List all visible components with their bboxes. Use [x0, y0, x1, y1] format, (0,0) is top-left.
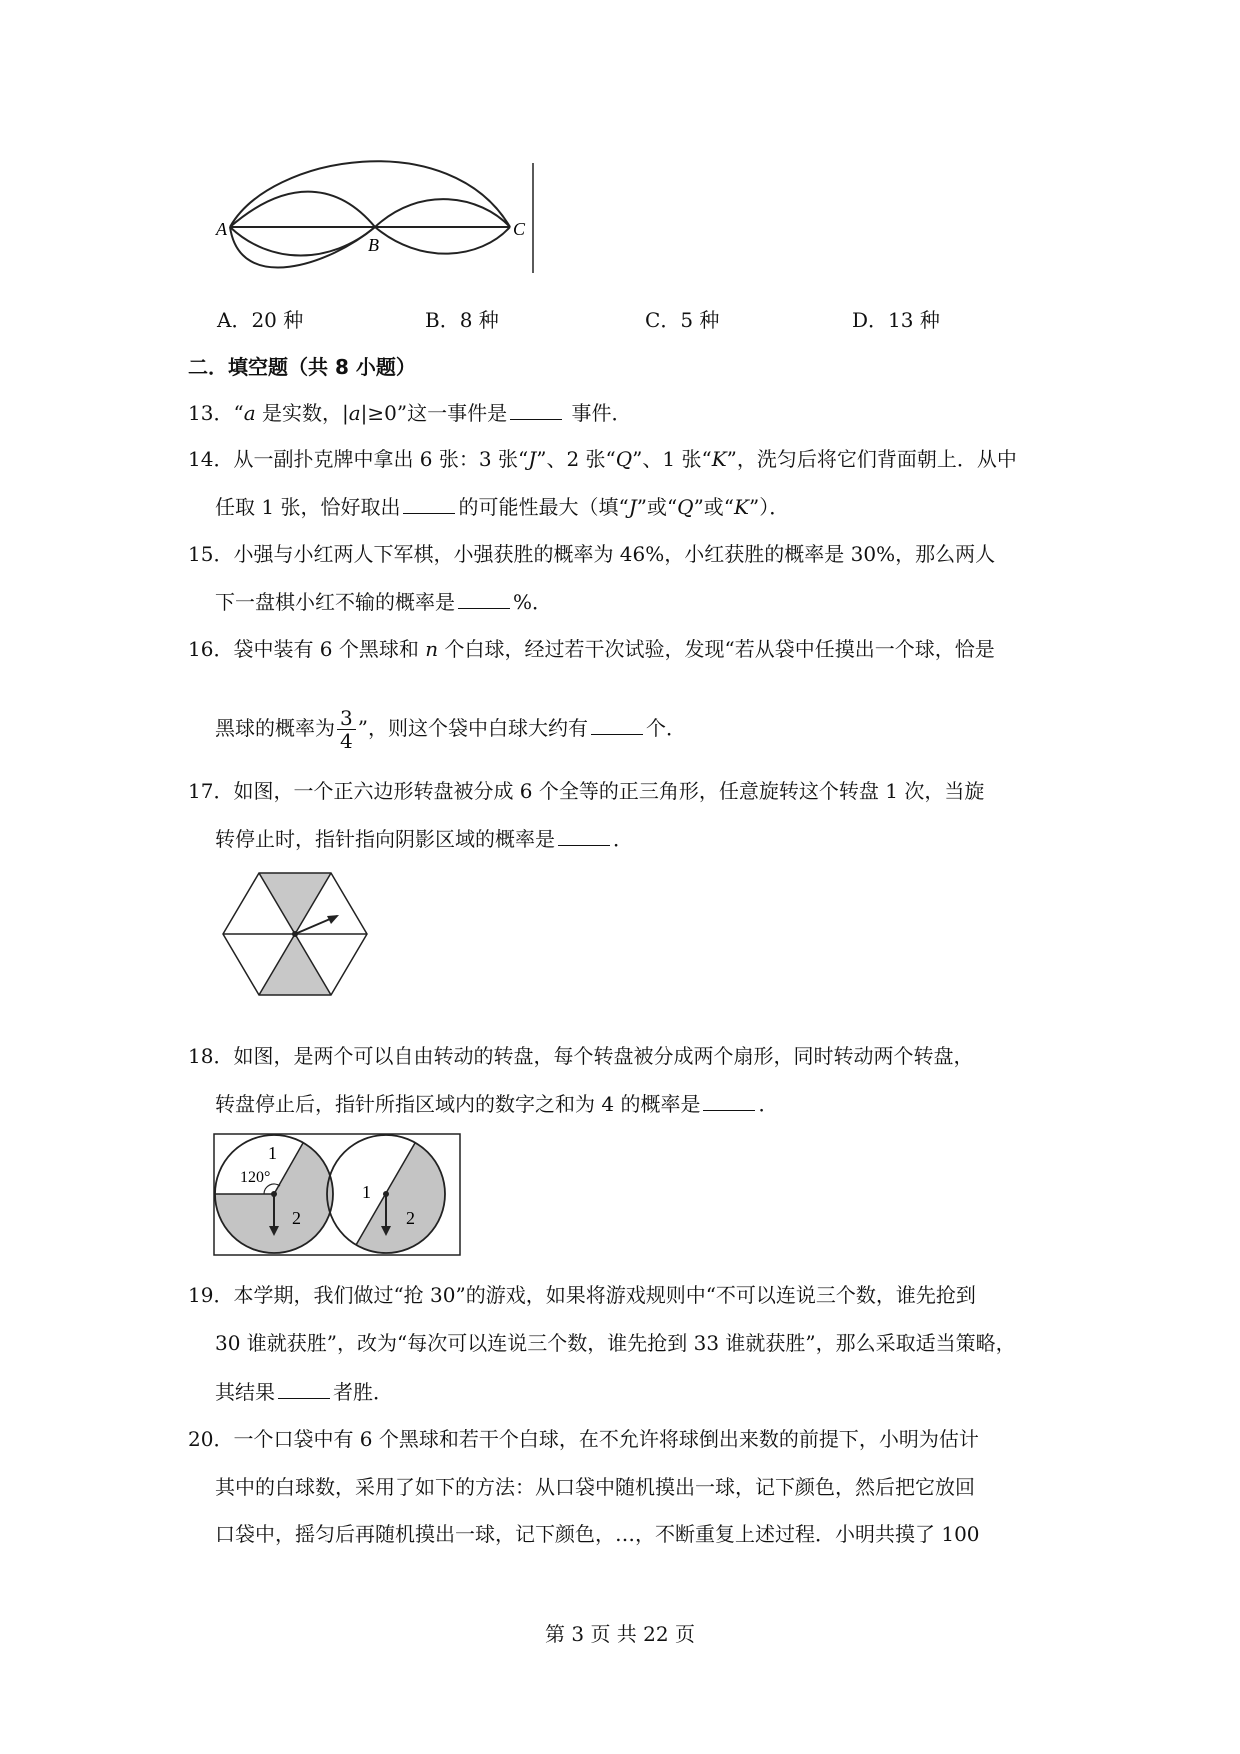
route-arc-ab-outer [230, 227, 375, 268]
svg-text:120°: 120° [240, 1169, 271, 1186]
label-a: A [216, 219, 227, 239]
svg-text:1: 1 [362, 1182, 371, 1202]
answer-blank[interactable] [703, 1092, 755, 1111]
route-arc-ac-top [230, 161, 510, 227]
left-spinner [215, 1135, 333, 1253]
shaded-triangle-top [259, 873, 331, 934]
label-c: C [513, 219, 526, 239]
label-b: B [368, 235, 379, 255]
route-arc-ab-upper [230, 192, 375, 227]
question-14-line2: 任取 1 张，恰好取出 的可能性最大（填“J”或“Q”或“K”）． [215, 495, 790, 519]
question-19-line3: 其结果 者胜． [215, 1380, 393, 1404]
option-b[interactable]: B．8 种 [425, 308, 499, 332]
question-14: 14．从一副扑克牌中拿出 6 张：3 张“J”、2 张“Q”、1 张“K”，洗匀后将它们背面朝上．从中 [188, 447, 1017, 471]
right-spinner [327, 1135, 445, 1253]
svg-text:2: 2 [406, 1208, 415, 1228]
option-c[interactable]: C．5 种 [645, 308, 720, 332]
question-19: 19．本学期，我们做过“抢 30”的游戏，如果将游戏规则中“不可以连说三个数，谁先抢到 [188, 1283, 976, 1307]
answer-blank[interactable] [558, 827, 610, 846]
question-15: 15．小强与小红两人下军棋，小强获胜的概率为 46%，小红获胜的概率是 30%，那么两人 [188, 542, 996, 566]
question-19-line2: 30 谁就获胜”，改为“每次可以连说三个数，谁先抢到 33 谁就获胜”，那么采取适当策略， [215, 1331, 1016, 1355]
question-17: 17．如图，一个正六边形转盘被分成 6 个全等的正三角形，任意旋转这个转盘 1 次，当旋 [188, 779, 985, 803]
answer-blank[interactable] [510, 401, 562, 420]
answer-blank[interactable] [403, 495, 455, 514]
question-16: 16．袋中装有 6 个黑球和 n 个白球，经过若干次试验，发现“若从袋中任摸出一个球，恰是 [188, 637, 995, 661]
answer-blank[interactable] [591, 716, 643, 735]
question-13: 13．“a 是实数，|a|≥0”这一事件是 事件． [188, 401, 632, 425]
shaded-triangle-bottom [259, 934, 331, 995]
question-18: 18．如图，是两个可以自由转动的转盘，每个转盘被分成两个扇形，同时转动两个转盘， [188, 1044, 974, 1068]
answer-blank[interactable] [458, 590, 510, 609]
question-20-line3: 口袋中，摇匀后再随机摸出一球，记下颜色，…，不断重复上述过程．小明共摸了 100 [215, 1522, 980, 1546]
question-20: 20．一个口袋中有 6 个黑球和若干个白球，在不允许将球倒出来数的前提下，小明为估计 [188, 1427, 979, 1451]
page-footer: 第 3 页 共 22 页 [545, 1622, 695, 1646]
option-a[interactable]: A．20 种 [217, 308, 304, 332]
two-spinners [212, 1132, 462, 1257]
route-figure [210, 155, 550, 275]
answer-blank[interactable] [278, 1380, 330, 1399]
svg-text:2: 2 [292, 1208, 301, 1228]
question-20-line2: 其中的白球数，采用了如下的方法：从口袋中随机摸出一球，记下颜色，然后把它放回 [215, 1475, 975, 1499]
question-15-line2: 下一盘棋小红不输的概率是 %． [215, 590, 553, 614]
route-arc-bc-lower [375, 227, 510, 254]
route-arc-bc-upper [375, 199, 510, 227]
question-18-line2: 转盘停止后，指针所指区域内的数字之和为 4 的概率是 ． [215, 1092, 779, 1116]
question-17-line2: 转停止时，指针指向阴影区域的概率是 ． [215, 827, 633, 851]
svg-text:1: 1 [268, 1143, 277, 1163]
hexagon-spinner [215, 866, 375, 1006]
fraction-3-4: $\frac{3}{4}$ [337, 707, 356, 752]
question-16-line2: 黑球的概率为 $\frac{3}{4}$ ”，则这个袋中白球大约有 个． [215, 706, 686, 753]
option-d[interactable]: D．13 种 [852, 308, 940, 332]
route-arc-ab-lower [230, 227, 375, 256]
section-heading: 二．填空题（共 8 小题） [188, 355, 416, 379]
